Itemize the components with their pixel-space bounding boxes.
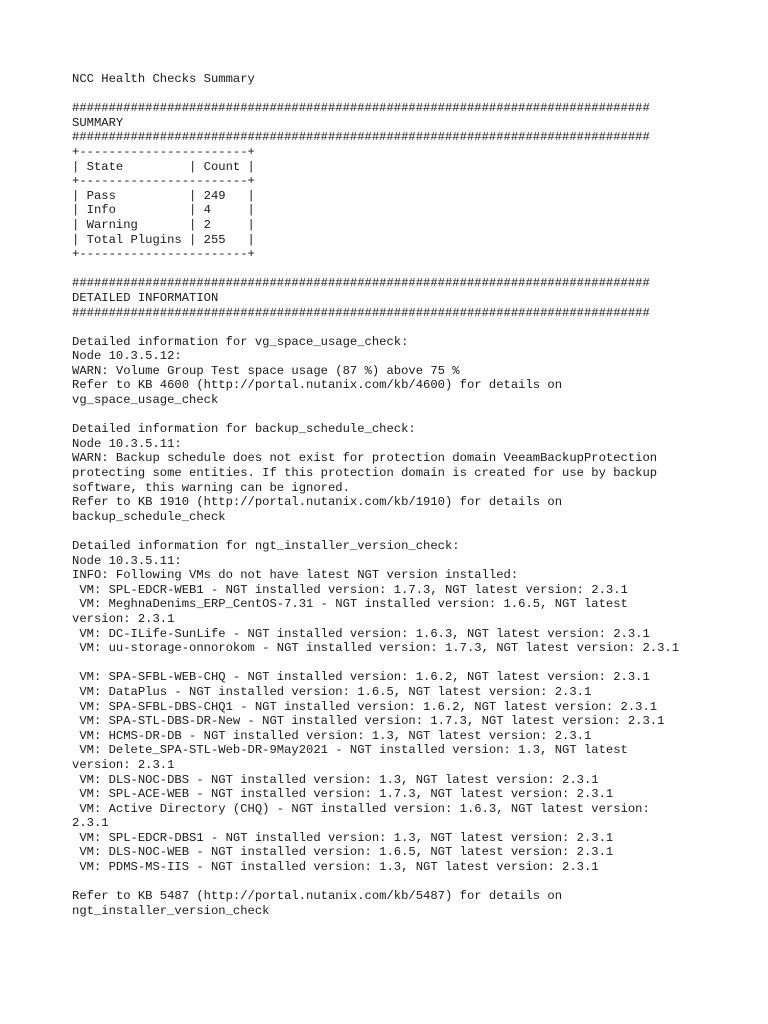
warn-line: software, this warning can be ignored. (72, 480, 350, 495)
summary-table-header: | State | Count | (72, 159, 255, 174)
report-document (72, 72, 752, 918)
blank-line (72, 408, 752, 423)
kb-reference: ngt_installer_version_check (72, 903, 270, 918)
summary-table-row: | Pass | 249 | (72, 188, 255, 203)
section-divider: ############################################################################### (72, 130, 650, 145)
warn-line: WARN: Backup schedule does not exist for protection domain VeeamBackupProtection (72, 451, 658, 466)
check-heading: Detailed information for backup_schedule_check: (72, 422, 416, 437)
vm-entry: VM: SPL-EDCR-DBS1 - NGT installed version: 1.3, NGT latest version: 2.3.1 (72, 830, 614, 845)
summary-table-row: | Info | 4 | (72, 203, 255, 218)
node-line: Node 10.3.5.12: (72, 349, 182, 364)
vm-entry: VM: uu-storage-onnorokom - NGT installed version: 1.7.3, NGT latest version: 2.3.1 (72, 641, 680, 656)
blank-line (72, 320, 752, 335)
warn-line: protecting some entities. If this protection domain is created for use by backup (72, 466, 658, 481)
info-line: INFO: Following VMs do not have latest NGT version installed: (72, 568, 519, 583)
blank-line (72, 656, 752, 671)
kb-reference: backup_schedule_check (72, 509, 226, 524)
kb-reference: Refer to KB 1910 (http://portal.nutanix.com/kb/1910) for details on (72, 495, 563, 510)
summary-table-border: +-----------------------+ (72, 174, 255, 189)
vm-entry: VM: DLS-NOC-WEB - NGT installed version: 1.6.5, NGT latest version: 2.3.1 (72, 845, 614, 860)
detailed-heading: DETAILED INFORMATION (72, 290, 219, 305)
blank-line (72, 87, 752, 102)
vm-entry: VM: PDMS-MS-IIS - NGT installed version: 1.3, NGT latest version: 2.3.1 (72, 860, 599, 875)
vm-entry: VM: SPL-EDCR-WEB1 - NGT installed version: 1.7.3, NGT latest version: 2.3.1 (72, 582, 628, 597)
node-line: Node 10.3.5.11: (72, 436, 182, 451)
blank-line (72, 262, 752, 277)
summary-table-border: +-----------------------+ (72, 247, 255, 262)
vm-entry: VM: DLS-NOC-DBS - NGT installed version: 1.3, NGT latest version: 2.3.1 (72, 772, 599, 787)
kb-reference: Refer to KB 4600 (http://portal.nutanix.com/kb/4600) for details on (72, 378, 563, 393)
section-divider: ############################################################################### (72, 276, 650, 291)
summary-table-border: +-----------------------+ (72, 144, 255, 159)
vm-entry: version: 2.3.1 (72, 611, 175, 626)
vm-entry: version: 2.3.1 (72, 757, 175, 772)
report-title: NCC Health Checks Summary (72, 72, 255, 86)
vm-entry: VM: Active Directory (CHQ) - NGT installed version: 1.6.3, NGT latest version: (72, 801, 650, 816)
vm-entry: VM: Delete_SPA-STL-Web-DR-9May2021 - NGT installed version: 1.3, NGT latest (72, 743, 628, 758)
vm-entry: 2.3.1 (72, 816, 109, 831)
section-divider: ############################################################################### (72, 305, 650, 320)
check-heading: Detailed information for ngt_installer_version_check: (72, 539, 460, 553)
section-divider: ############################################################################### (72, 101, 650, 116)
summary-table-row: | Total Plugins | 255 | (72, 232, 255, 247)
vm-entry: VM: DataPlus - NGT installed version: 1.6.5, NGT latest version: 2.3.1 (72, 684, 592, 699)
summary-table-row: | Warning | 2 | (72, 217, 255, 232)
vm-entry: VM: HCMS-DR-DB - NGT installed version: 1.3, NGT latest version: 2.3.1 (72, 728, 592, 743)
vm-entry: VM: SPL-ACE-WEB - NGT installed version: 1.7.3, NGT latest version: 2.3.1 (72, 787, 614, 802)
vm-entry: VM: MeghnaDenims_ERP_CentOS-7.31 - NGT installed version: 1.6.5, NGT latest (72, 597, 628, 612)
kb-reference: vg_space_usage_check (72, 393, 219, 408)
vm-entry: VM: DC-ILife-SunLife - NGT installed version: 1.6.3, NGT latest version: 2.3.1 (72, 626, 650, 641)
summary-heading: SUMMARY (72, 115, 124, 130)
blank-line (72, 524, 752, 539)
warn-line: WARN: Volume Group Test space usage (87 %) above 75 % (72, 363, 460, 378)
blank-line (72, 875, 752, 890)
check-heading: Detailed information for vg_space_usage_check: (72, 334, 409, 349)
node-line: Node 10.3.5.11: (72, 553, 182, 568)
vm-entry: VM: SPA-SFBL-DBS-CHQ1 - NGT installed version: 1.6.2, NGT latest version: 2.3.1 (72, 699, 658, 714)
vm-entry: VM: SPA-SFBL-WEB-CHQ - NGT installed version: 1.6.2, NGT latest version: 2.3.1 (72, 670, 650, 685)
kb-reference: Refer to KB 5487 (http://portal.nutanix.com/kb/5487) for details on (72, 889, 563, 904)
vm-entry: VM: SPA-STL-DBS-DR-New - NGT installed version: 1.7.3, NGT latest version: 2.3.1 (72, 714, 665, 729)
